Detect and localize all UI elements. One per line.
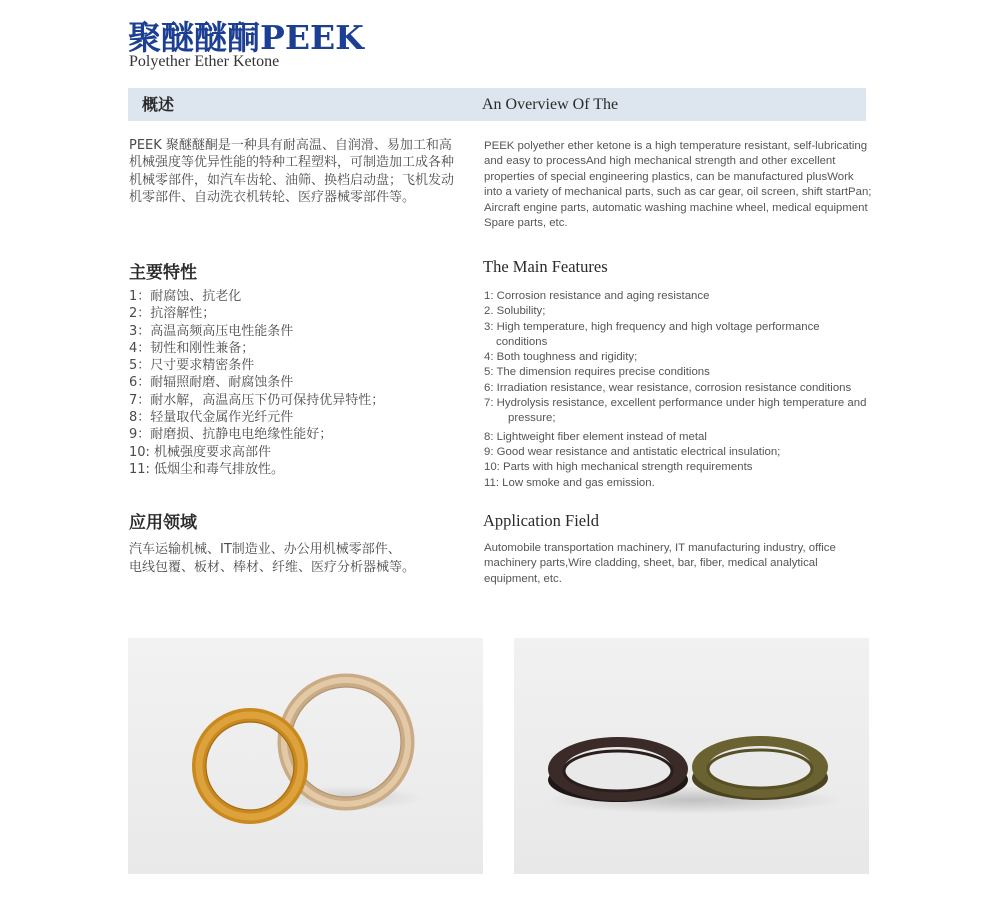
page-subtitle: Polyether Ether Ketone <box>129 53 280 70</box>
list-item: 3：高温高频高压电性能条件 <box>129 323 294 339</box>
overview-heading-en: An Overview Of The <box>482 96 619 113</box>
application-text-cn-line: 电线包覆、板材、棒材、纤维、医疗分析器械等。 <box>129 559 416 575</box>
features-list-en <box>484 289 874 491</box>
small-ring-inner-edge <box>206 722 294 810</box>
list-item: 4: Both toughness and rigidity; <box>484 351 638 364</box>
overview-heading-bar <box>128 88 866 121</box>
application-text-cn-line: 汽车运输机械、IT制造业、办公用机械零部件、 <box>129 542 401 557</box>
list-item: 9: Good wear resistance and antistatic electrical insulation; <box>484 445 781 458</box>
overview-heading-cn: 概述 <box>142 95 175 114</box>
list-item: 10: Parts with high mechanical strength requirements <box>484 461 753 474</box>
list-item: 10: 机械强度要求高部件 <box>129 444 272 460</box>
list-item: 11: 低烟尘和毒气排放性。 <box>129 461 285 477</box>
list-item: 11: Low smoke and gas emission. <box>484 476 655 489</box>
list-item <box>484 396 874 427</box>
list-item: 2：抗溶解性； <box>129 306 216 322</box>
overview-text-en: PEEK polyether ether ketone is a high temperature resistant, self-lubricating and easy to processAnd high mechanical strength and other excellent properties of special engineering plastics, can be manufactured plusWork into a variety of mechanical parts, such as car gear, oil screen, shift startPan; Aircraft engine parts, automatic washing machine wheel, medical equipment Spare parts, etc. <box>484 140 872 230</box>
list-item: 4：韧性和刚性兼备； <box>129 340 255 356</box>
application-text-cn <box>129 541 439 576</box>
list-item: 9：耐磨损、抗静电电绝缘性能好； <box>129 427 333 443</box>
list-item: 2. Solubility; <box>484 305 546 318</box>
list-item: 1: Corrosion resistance and aging resistance <box>484 290 710 302</box>
list-item: 7：耐水解，高温高压下仍可保持优异特性； <box>129 392 385 408</box>
light-rings-illustration <box>128 638 483 874</box>
overview-text-cn: PEEK 聚醚醚酮是一种具有耐高温、自润滑、易加工和高机械强度等优异性能的特种工程塑料，可制造加工成各种机械零部件，如汽车齿轮、油筛、换档启动盘；飞机发动机零部件、自动洗衣机转轮、医疗器械零部件等。 <box>129 138 455 206</box>
list-item: 1：耐腐蚀、抗老化 <box>129 289 242 304</box>
product-photo-dark-rings <box>514 638 869 874</box>
features-heading-en: The Main Features <box>483 257 608 276</box>
dark-rings-illustration <box>514 638 869 874</box>
features-list-cn <box>129 288 384 478</box>
features-heading-cn: 主要特性 <box>129 263 197 283</box>
list-item: 3: High temperature, high frequency and high voltage performance conditions <box>484 320 820 348</box>
list-item-continuation: pressure; <box>508 412 556 425</box>
list-item: 8: Lightweight fiber element instead of metal <box>484 430 707 443</box>
list-item: 8：轻量取代金属作光纤元件 <box>129 410 294 426</box>
list-item-text: 7: Hydrolysis resistance, excellent performance under high temperature and <box>484 397 867 410</box>
application-heading-cn: 应用领域 <box>129 513 197 533</box>
application-text-en: Automobile transportation machinery, IT manufacturing industry, office machinery parts,Wire cladding, sheet, bar, fiber, medical analytical equipment, etc. <box>484 542 836 585</box>
page-title: 聚醚醚酮PEEK <box>128 18 364 57</box>
application-heading-en: Application Field <box>483 511 599 530</box>
large-ring-inner-edge <box>291 687 401 797</box>
list-item: 5：尺寸要求精密条件 <box>129 358 255 374</box>
list-item: 6: Irradiation resistance, wear resistance, corrosion resistance conditions <box>484 381 852 394</box>
list-item: 5: The dimension requires precise conditions <box>484 366 710 379</box>
list-item: 6：耐辐照耐磨、耐腐蚀条件 <box>129 375 294 391</box>
product-photo-light-rings <box>128 638 483 874</box>
